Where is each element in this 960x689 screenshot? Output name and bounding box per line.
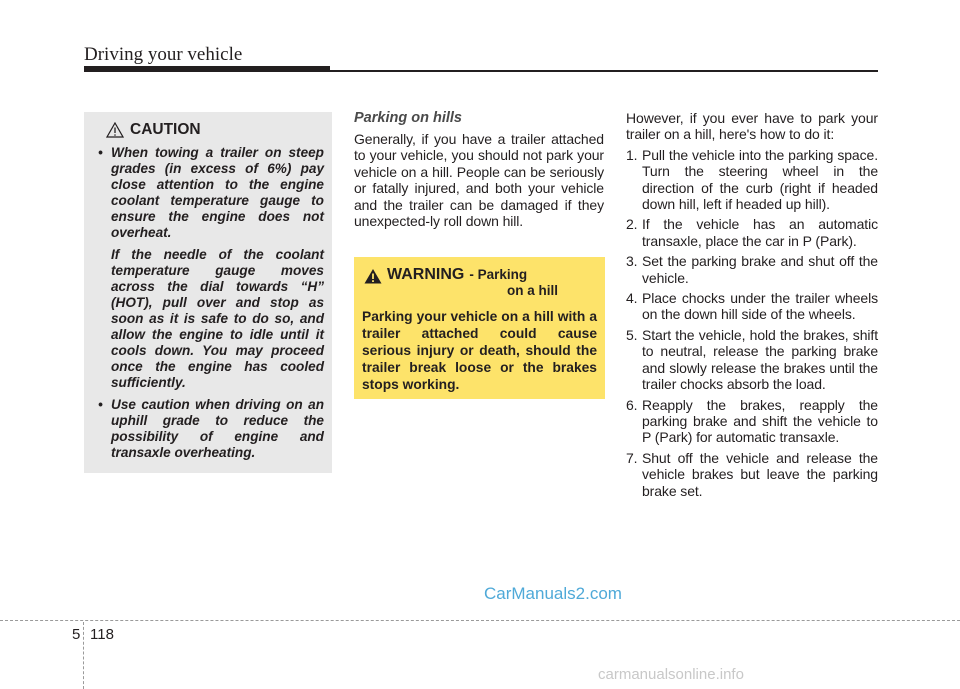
warning-subtitle-line2: on a hill — [507, 283, 559, 298]
page-header-title: Driving your vehicle — [84, 44, 243, 65]
caution-item-uphill — [98, 397, 324, 461]
step-number: 3. — [626, 253, 638, 270]
page-number: 118 — [90, 626, 114, 643]
step-number: 5. — [626, 326, 638, 343]
footer-divider — [83, 622, 84, 689]
procedure-step — [626, 397, 878, 446]
chapter-number: 5 — [72, 626, 81, 643]
warning-triangle-outline-icon — [106, 122, 124, 138]
step-text: If the vehicle has an automatic transaxle, place the car in P (Park). — [642, 216, 878, 249]
procedure-step — [626, 147, 878, 213]
procedure-step — [626, 253, 878, 286]
caution-item-text: Use caution when driving on an uphill grade to reduce the possibility of engine and transaxle overheating. — [111, 397, 324, 460]
warning-box — [354, 257, 605, 399]
header-rule-thick — [84, 66, 330, 72]
procedure-step — [626, 216, 878, 249]
procedure-step — [626, 450, 878, 499]
warning-title: WARNING — [387, 266, 465, 283]
procedure-step — [626, 327, 878, 393]
parking-body-text: Generally, if you have a trailer attached to your vehicle, you should not park your vehicle on a hill. People can be seriously or fatally injured, and both your vehicle and the trailer can be damaged if they unexpected-ly roll down hill. — [354, 131, 604, 230]
step-text: Reapply the brakes, reapply the parking brake and shift the vehicle to P (Park) for automatic transaxle. — [642, 396, 878, 446]
footer-rule — [0, 620, 960, 621]
procedure-intro: However, if you ever have to park your trailer on a hill, here's how to do it: — [626, 110, 878, 143]
caution-item-continuation: If the needle of the coolant temperature gauge moves across the dial towards “H” (HOT), pull over and stop as soon as it is safe to do so, and allow the engine to idle until it cools down. You may proceed once the engine has cooled sufficiently. — [111, 247, 324, 390]
bullet-icon: • — [98, 397, 103, 412]
warning-subtitle: - Parking — [469, 267, 528, 282]
caution-item-steep-grades — [98, 145, 324, 241]
warning-text: Parking your vehicle on a hill with a trailer attached could cause serious injury or death, should the trailer break loose or the brakes stops working. — [362, 309, 597, 392]
bullet-icon: • — [98, 145, 103, 160]
step-text: Set the parking brake and shut off the vehicle. — [642, 253, 878, 286]
section-heading: Parking on hills — [354, 110, 462, 126]
warning-triangle-filled-icon — [364, 268, 382, 284]
step-number: 1. — [626, 146, 638, 163]
caution-header — [106, 121, 324, 139]
caution-item-text: When towing a trailer on steep grades (in excess of 6%) pay close attention to the engine coolant temperature gauge to ensure the engine does not overheat. — [111, 145, 324, 240]
footer-site-watermark: carmanualsonline.info — [598, 666, 744, 683]
header-rule-thin — [330, 70, 878, 72]
caution-title: CAUTION — [130, 121, 201, 138]
caution-box — [84, 112, 332, 473]
procedure-steps — [626, 147, 878, 499]
parking-section — [354, 110, 604, 229]
step-text: Pull the vehicle into the parking space. Turn the steering wheel in the direction of the curb (right if headed down hill, left if headed up hill). — [642, 146, 878, 213]
step-number: 7. — [626, 449, 638, 466]
step-number: 6. — [626, 396, 638, 413]
procedure-step — [626, 290, 878, 323]
watermark-link[interactable]: CarManuals2.com — [484, 584, 622, 603]
step-number: 2. — [626, 216, 638, 233]
procedure-section — [626, 110, 878, 503]
warning-header — [364, 266, 597, 284]
step-text: Start the vehicle, hold the brakes, shift to neutral, release the parking brake and slowly release the brakes until the trailer chocks absorb the load. — [642, 326, 878, 393]
step-text: Shut off the vehicle and release the vehicle brakes but leave the parking brake set. — [642, 449, 878, 499]
step-number: 4. — [626, 290, 638, 307]
step-text: Place chocks under the trailer wheels on the down hill side of the wheels. — [642, 290, 878, 323]
